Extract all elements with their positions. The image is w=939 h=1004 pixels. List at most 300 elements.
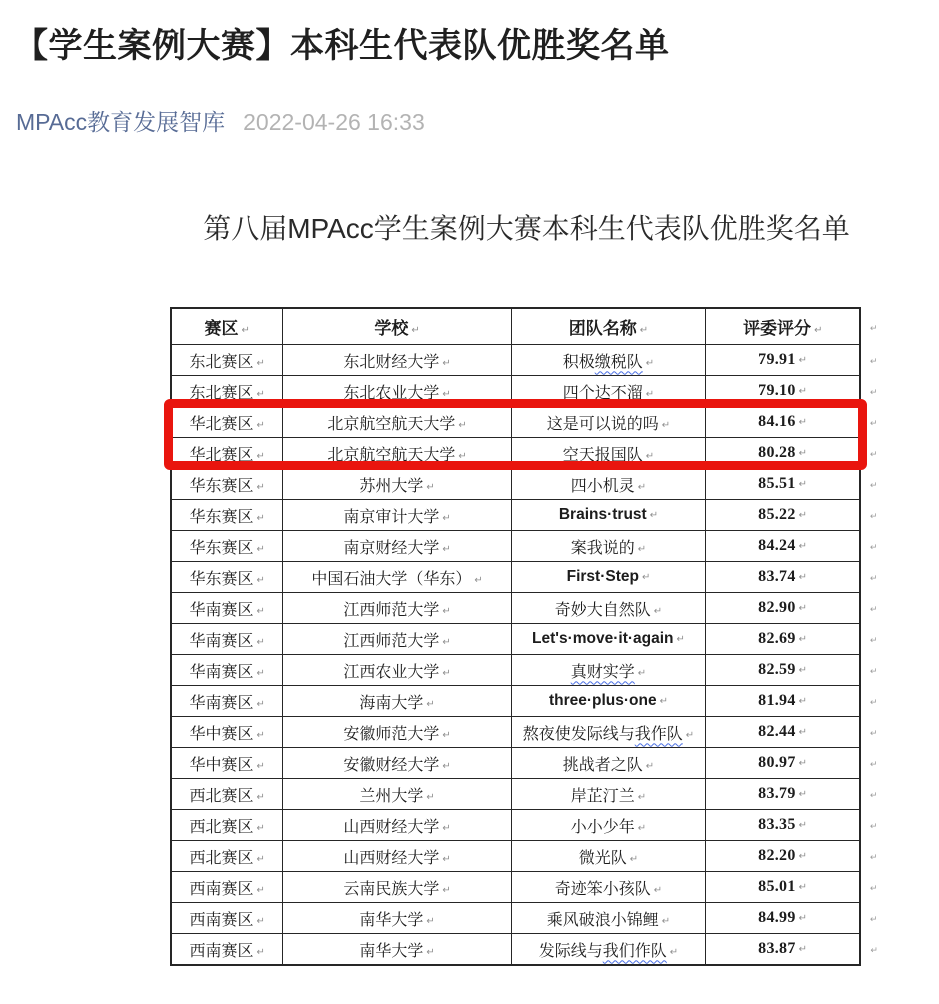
team-cell — [511, 593, 706, 624]
paragraph-mark: ↵ — [256, 884, 265, 896]
paragraph-mark: ↵ — [645, 388, 655, 400]
paragraph-mark: ↵ — [442, 388, 451, 400]
score-cell — [706, 438, 860, 469]
table-row — [171, 655, 882, 686]
score-text: 79.91 — [758, 351, 796, 369]
school-text: 兰州大学 — [359, 787, 424, 805]
school-cell — [283, 810, 511, 841]
school-cell — [283, 500, 511, 531]
school-cell — [283, 531, 511, 562]
team-cell — [511, 903, 706, 934]
table-row — [171, 934, 882, 966]
region-cell — [171, 376, 283, 407]
score-text: 84.24 — [758, 537, 796, 555]
region-cell — [171, 562, 283, 593]
paragraph-mark: ↵ — [645, 760, 655, 772]
region-cell — [171, 407, 283, 438]
table-row — [171, 562, 882, 593]
row-end-mark-cell — [860, 841, 882, 872]
row-end-mark-cell — [860, 407, 882, 438]
school-text: 山西财经大学 — [343, 849, 440, 867]
paragraph-mark: ↵ — [256, 729, 265, 741]
paragraph-mark: ↵ — [798, 665, 808, 677]
row-end-mark-cell — [860, 593, 882, 624]
row-end-mark: ↵ — [869, 760, 878, 771]
page-title: 【学生案例大赛】本科生代表队优胜奖名单 — [14, 27, 670, 65]
paragraph-mark: ↵ — [645, 357, 655, 369]
team-cell — [511, 686, 706, 717]
paragraph-mark: ↵ — [241, 325, 250, 337]
school-cell — [283, 934, 511, 966]
school-text: 中国石油大学（华东） — [311, 570, 472, 588]
paragraph-mark: ↵ — [442, 667, 451, 679]
region-text: 西南赛区 — [189, 880, 254, 898]
team-text: 四小机灵 — [570, 477, 635, 495]
table-row — [171, 903, 882, 934]
score-cell — [706, 810, 860, 841]
table-row — [171, 376, 882, 407]
paragraph-mark: ↵ — [798, 727, 808, 739]
team-cell — [511, 469, 706, 500]
paragraph-mark: ↵ — [256, 791, 265, 803]
paragraph-mark: ↵ — [256, 574, 265, 586]
score-cell — [706, 407, 860, 438]
school-cell — [283, 438, 511, 469]
school-text: 北京航空航天大学 — [327, 415, 456, 433]
region-cell — [171, 438, 283, 469]
publish-date: 2022-04-26 16:33 — [243, 109, 425, 136]
author-link[interactable]: MPAcc教育发展智库 — [16, 109, 226, 136]
region-cell — [171, 934, 283, 966]
table-row — [171, 624, 882, 655]
team-cell — [511, 624, 706, 655]
header-cell-team — [511, 308, 706, 345]
school-text: 安徽财经大学 — [343, 756, 440, 774]
region-text: 华南赛区 — [189, 632, 254, 650]
score-text: 82.44 — [758, 723, 796, 741]
table-row — [171, 748, 882, 779]
paragraph-mark: ↵ — [676, 634, 685, 646]
row-end-mark-cell — [860, 655, 882, 686]
results-table-body — [171, 345, 882, 966]
row-end-mark: ↵ — [869, 543, 878, 554]
team-cell — [511, 345, 706, 376]
paragraph-mark: ↵ — [637, 481, 647, 493]
score-cell — [706, 531, 860, 562]
paragraph-mark: ↵ — [442, 729, 451, 741]
row-end-mark-cell — [860, 748, 882, 779]
header-row — [171, 308, 882, 345]
paragraph-mark: ↵ — [442, 884, 451, 896]
team-cell — [511, 810, 706, 841]
score-cell — [706, 717, 860, 748]
row-end-mark: ↵ — [869, 419, 878, 430]
team-text: First·Step — [566, 568, 639, 586]
paragraph-mark: ↵ — [426, 791, 435, 803]
team-cell — [511, 407, 706, 438]
row-end-mark: ↵ — [869, 791, 878, 802]
school-cell — [283, 655, 511, 686]
school-cell — [283, 407, 511, 438]
region-cell — [171, 531, 283, 562]
team-text: Brains·trust — [558, 506, 647, 524]
paragraph-mark: ↵ — [641, 572, 651, 584]
score-cell — [706, 376, 860, 407]
paragraph-mark: ↵ — [256, 636, 265, 648]
paragraph-mark: ↵ — [798, 758, 808, 770]
team-text: 案我说的 — [570, 539, 635, 557]
school-text: 苏州大学 — [359, 477, 424, 495]
region-cell — [171, 717, 283, 748]
team-cell — [511, 655, 706, 686]
school-text: 南华大学 — [359, 911, 424, 929]
paragraph-mark: ↵ — [426, 481, 435, 493]
school-text: 南京财经大学 — [343, 539, 440, 557]
paragraph-mark: ↵ — [256, 698, 265, 710]
table-row — [171, 407, 882, 438]
paragraph-mark: ↵ — [637, 791, 647, 803]
score-text: 85.51 — [758, 475, 796, 493]
paragraph-mark: ↵ — [426, 698, 435, 710]
row-end-mark-cell — [860, 500, 882, 531]
row-end-mark: ↵ — [869, 853, 878, 864]
region-text: 华东赛区 — [189, 477, 254, 495]
school-cell — [283, 376, 511, 407]
row-end-mark: ↵ — [869, 884, 878, 895]
paragraph-mark: ↵ — [256, 605, 265, 617]
table-row — [171, 531, 882, 562]
row-end-mark: ↵ — [869, 324, 878, 335]
paragraph-mark: ↵ — [637, 543, 647, 555]
score-text: 80.97 — [758, 754, 796, 772]
region-text: 华南赛区 — [189, 601, 254, 619]
paragraph-mark: ↵ — [629, 853, 639, 865]
paragraph-mark: ↵ — [798, 851, 808, 863]
paragraph-mark: ↵ — [256, 419, 265, 431]
score-cell — [706, 562, 860, 593]
school-text: 南华大学 — [359, 942, 424, 960]
paragraph-mark: ↵ — [442, 853, 451, 865]
team-text: 挑战者之队 — [562, 756, 643, 774]
team-cell — [511, 376, 706, 407]
paragraph-mark: ↵ — [798, 634, 808, 646]
region-text: 西南赛区 — [189, 911, 254, 929]
region-text: 东北赛区 — [189, 384, 254, 402]
paragraph-mark: ↵ — [685, 729, 695, 741]
paragraph-mark: ↵ — [798, 355, 808, 367]
score-cell — [706, 500, 860, 531]
paragraph-mark: ↵ — [798, 913, 808, 925]
score-text: 82.20 — [758, 847, 796, 865]
team-text: 微光队 — [578, 849, 627, 867]
region-text: 华东赛区 — [189, 570, 254, 588]
team-text: 积极 — [562, 353, 595, 371]
region-text: 西北赛区 — [189, 787, 254, 805]
paragraph-mark: ↵ — [442, 512, 451, 524]
row-end-mark-cell — [860, 308, 882, 345]
paragraph-mark: ↵ — [798, 944, 808, 956]
header-cell-score — [706, 308, 860, 345]
paragraph-mark: ↵ — [814, 325, 823, 337]
school-cell — [283, 562, 511, 593]
paragraph-mark: ↵ — [442, 543, 451, 555]
row-end-mark-cell — [860, 934, 882, 966]
score-text: 82.90 — [758, 599, 796, 617]
paragraph-mark: ↵ — [458, 450, 467, 462]
team-cell — [511, 717, 706, 748]
row-end-mark: ↵ — [869, 698, 878, 709]
school-text: 东北财经大学 — [343, 353, 440, 371]
row-end-mark: ↵ — [869, 729, 878, 740]
header-cell-school — [283, 308, 511, 345]
region-cell — [171, 903, 283, 934]
table-row — [171, 345, 882, 376]
table-row — [171, 810, 882, 841]
byline — [16, 104, 939, 137]
paragraph-mark: ↵ — [798, 386, 808, 398]
paragraph-mark: ↵ — [659, 696, 668, 708]
school-text: 江西师范大学 — [343, 601, 440, 619]
team-cell — [511, 748, 706, 779]
score-text: 85.01 — [758, 878, 796, 896]
paragraph-mark: ↵ — [798, 572, 808, 584]
team-text: 这是可以说的吗 — [546, 415, 659, 433]
paragraph-mark: ↵ — [798, 820, 808, 832]
score-text: 82.59 — [758, 661, 796, 679]
region-text: 西北赛区 — [189, 818, 254, 836]
paragraph-mark: ↵ — [411, 325, 420, 337]
paragraph-mark: ↵ — [661, 419, 671, 431]
region-text: 华东赛区 — [189, 508, 254, 526]
header-cell-region — [171, 308, 283, 345]
row-end-mark-cell — [860, 562, 882, 593]
team-cell — [511, 438, 706, 469]
school-cell — [283, 345, 511, 376]
paragraph-mark: ↵ — [639, 325, 649, 337]
row-end-mark: ↵ — [869, 667, 878, 678]
row-end-mark: ↵ — [870, 946, 878, 957]
header-label: 评委评分 — [743, 319, 812, 339]
score-cell — [706, 748, 860, 779]
score-text: 84.99 — [758, 909, 796, 927]
region-cell — [171, 686, 283, 717]
team-cell — [511, 841, 706, 872]
school-text: 山西财经大学 — [343, 818, 440, 836]
paragraph-mark: ↵ — [637, 667, 647, 679]
school-text: 云南民族大学 — [343, 880, 440, 898]
score-text: 83.79 — [758, 785, 796, 803]
table-row — [171, 872, 882, 903]
paragraph-mark: ↵ — [645, 450, 655, 462]
row-end-mark-cell — [860, 624, 882, 655]
paragraph-mark: ↵ — [637, 822, 647, 834]
team-text-misspelled: 我们作队 — [602, 942, 667, 960]
table-row — [171, 686, 882, 717]
school-cell — [283, 903, 511, 934]
paragraph-mark: ↵ — [669, 946, 679, 958]
paragraph-mark: ↵ — [256, 450, 265, 462]
score-cell — [706, 655, 860, 686]
team-text: 四个达不溜 — [562, 384, 643, 402]
row-end-mark-cell — [860, 872, 882, 903]
paragraph-mark: ↵ — [256, 357, 265, 369]
row-end-mark: ↵ — [869, 574, 878, 585]
team-text-misspelled: 我作队 — [634, 725, 683, 743]
paragraph-mark: ↵ — [649, 510, 659, 522]
results-table — [170, 307, 883, 966]
region-cell — [171, 500, 283, 531]
score-text: 83.74 — [758, 568, 796, 586]
paragraph-mark: ↵ — [256, 388, 265, 400]
score-text: 83.35 — [758, 816, 796, 834]
team-text: 熬夜使发际线与 — [522, 725, 635, 743]
region-text: 华北赛区 — [189, 415, 254, 433]
row-end-mark: ↵ — [869, 605, 878, 616]
team-text: 岸芷汀兰 — [570, 787, 635, 805]
paragraph-mark: ↵ — [256, 946, 265, 958]
team-cell — [511, 934, 706, 966]
paragraph-mark: ↵ — [798, 417, 808, 429]
row-end-mark: ↵ — [869, 512, 878, 523]
paragraph-mark: ↵ — [798, 789, 808, 801]
school-cell — [283, 624, 511, 655]
score-text: 79.10 — [758, 382, 796, 400]
row-end-mark-cell — [860, 717, 882, 748]
school-text: 江西师范大学 — [343, 632, 440, 650]
school-cell — [283, 748, 511, 779]
paragraph-mark: ↵ — [661, 915, 671, 927]
region-cell — [171, 655, 283, 686]
region-text: 西南赛区 — [189, 942, 254, 960]
region-cell — [171, 345, 283, 376]
score-text: 80.28 — [758, 444, 796, 462]
score-text: 81.94 — [758, 692, 796, 710]
region-text: 华中赛区 — [189, 725, 254, 743]
row-end-mark-cell — [860, 686, 882, 717]
score-cell — [706, 469, 860, 500]
team-cell — [511, 779, 706, 810]
table-row — [171, 717, 882, 748]
school-text: 东北农业大学 — [343, 384, 440, 402]
score-cell — [706, 345, 860, 376]
region-cell — [171, 841, 283, 872]
school-text: 安徽师范大学 — [343, 725, 440, 743]
score-cell — [706, 686, 860, 717]
region-text: 华北赛区 — [189, 446, 254, 464]
score-cell — [706, 624, 860, 655]
row-end-mark-cell — [860, 810, 882, 841]
team-text: 乘风破浪小锦鲤 — [546, 911, 659, 929]
paragraph-mark: ↵ — [798, 882, 808, 894]
region-text: 东北赛区 — [189, 353, 254, 371]
team-text: 空天 — [562, 446, 595, 464]
region-cell — [171, 872, 283, 903]
row-end-mark-cell — [860, 531, 882, 562]
team-text: three·plus·one — [548, 692, 657, 710]
table-row — [171, 593, 882, 624]
score-cell — [706, 841, 860, 872]
paragraph-mark: ↵ — [798, 510, 808, 522]
paragraph-mark: ↵ — [442, 636, 451, 648]
header-label: 赛区 — [204, 319, 239, 339]
table-row — [171, 779, 882, 810]
score-cell — [706, 903, 860, 934]
school-cell — [283, 841, 511, 872]
row-end-mark: ↵ — [869, 388, 878, 399]
paragraph-mark: ↵ — [256, 481, 265, 493]
region-cell — [171, 748, 283, 779]
paragraph-mark: ↵ — [442, 357, 451, 369]
document-content — [170, 207, 883, 966]
team-text: 奇妙大自然队 — [554, 601, 651, 619]
row-end-mark-cell — [860, 469, 882, 500]
row-end-mark-cell — [860, 438, 882, 469]
score-text: 85.22 — [758, 506, 796, 524]
school-cell — [283, 872, 511, 903]
table-row — [171, 469, 882, 500]
score-cell — [706, 779, 860, 810]
paragraph-mark: ↵ — [426, 915, 435, 927]
row-end-mark-cell — [860, 376, 882, 407]
school-cell — [283, 717, 511, 748]
paragraph-mark: ↵ — [256, 543, 265, 555]
header-label: 学校 — [374, 319, 409, 339]
score-text: 82.69 — [758, 630, 796, 648]
score-cell — [706, 593, 860, 624]
team-cell — [511, 562, 706, 593]
table-row — [171, 500, 882, 531]
paragraph-mark: ↵ — [256, 667, 265, 679]
region-cell — [171, 624, 283, 655]
row-end-mark: ↵ — [869, 915, 878, 926]
paragraph-mark: ↵ — [798, 448, 808, 460]
row-end-mark-cell — [860, 345, 882, 376]
table-row — [171, 438, 882, 469]
paragraph-mark: ↵ — [798, 479, 808, 491]
paragraph-mark: ↵ — [653, 605, 663, 617]
team-text: Let's·move·it·again — [532, 630, 674, 648]
paragraph-mark: ↵ — [653, 884, 663, 896]
school-text: 南京审计大学 — [343, 508, 440, 526]
region-cell — [171, 779, 283, 810]
school-cell — [283, 469, 511, 500]
table-row — [171, 841, 882, 872]
team-text: 发际线与 — [538, 942, 603, 960]
school-cell — [283, 686, 511, 717]
region-cell — [171, 593, 283, 624]
paragraph-mark: ↵ — [442, 822, 451, 834]
region-text: 西北赛区 — [189, 849, 254, 867]
score-text: 83.87 — [758, 940, 796, 958]
row-end-mark-cell — [860, 779, 882, 810]
paragraph-mark: ↵ — [442, 605, 451, 617]
score-cell — [706, 872, 860, 903]
team-text-misspelled: 报国队 — [594, 446, 643, 464]
paragraph-mark: ↵ — [256, 512, 265, 524]
paragraph-mark: ↵ — [798, 541, 808, 553]
team-text-misspelled: 缴税队 — [594, 353, 643, 371]
team-text: 奇迹笨小孩队 — [554, 880, 651, 898]
row-end-mark-cell — [860, 903, 882, 934]
region-text: 华东赛区 — [189, 539, 254, 557]
school-cell — [283, 779, 511, 810]
paragraph-mark: ↵ — [442, 760, 451, 772]
team-cell — [511, 872, 706, 903]
school-cell — [283, 593, 511, 624]
region-cell — [171, 469, 283, 500]
region-text: 华南赛区 — [189, 694, 254, 712]
paragraph-mark: ↵ — [256, 760, 265, 772]
